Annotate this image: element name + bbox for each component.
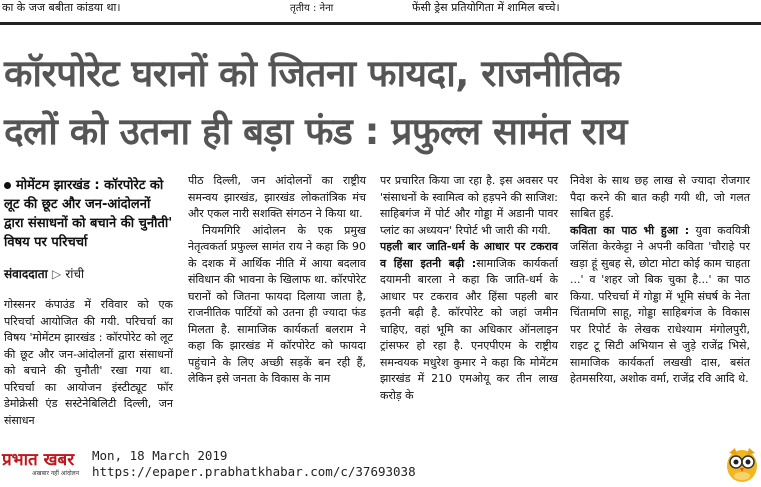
col3-subhead: पहली बार जाति-धर्म के आधार पर टकराव व हिंसा इतनी बढ़ी : bbox=[380, 240, 558, 270]
col1-paragraph: गोस्सनर कंपाउंड में रविवार को एक परिचर्चा आयोजित की गयी. परिचर्चा का विषय 'मोमेंटम झारखंड : कॉरपोरेट को लूट की छूट और जन-आंदोलनों द्वारा संसाधनों को बचाने की चुनौती' रखा गया था. परिचर्चा का आयोजन इंस्टीट्यूट फॉर डेमोक्रेसी एंड सस्टेनेबिलिटी दिल्ली, जन संसाधन bbox=[4, 298, 173, 427]
article-column-3 bbox=[380, 173, 558, 445]
footer-date: Mon, 18 March 2019 bbox=[92, 448, 228, 463]
logo-tagline: अखबार नहीं आंदोलन bbox=[32, 470, 80, 477]
col4-paragraph-1: निवेश के साथ छह लाख से ज्यादा रोजगार पैदा करने की बात कही गयी थी, जो गलत साबित हुई. bbox=[570, 174, 750, 220]
subheading bbox=[4, 176, 174, 252]
col4-paragraph-2: युवा कवयित्री जसिंता केरकेट्टा ने अपनी कविता 'चौराहे पर खड़ा हूं सुबह से, छोटा मोटा कोई काम चाहता ...' व 'शहर जो बिक चुका है...' का पाठ किया. परिचर्चा में गोड्डा में भूमि संघर्ष के नेता चिंतामणि साहू, गोड्डा साहिबगंज के विकास पर रिपोर्ट के लेखक राधेश्याम मंगोलपुरी, राइट टू सिटी अभियान से जुड़े राजेंद्र भिसे, सामाजिक कार्यकर्ता लखखी दास, बसंत हेतमसरिया, अशोक वर्मा, राजेंद्र रवि आदि थे. bbox=[570, 223, 751, 385]
article-column-2 bbox=[188, 173, 366, 445]
col3-paragraph-1: पर प्रचारित किया जा रहा है. इस अवसर पर 'संसाधनों के स्वामित्व को हड़पने की साजिश: साहिबगंज में पोर्ट और गोड्डा में अडानी पावर प्लांट का अध्ययन' रिपोर्ट भी जारी की गयी. bbox=[380, 174, 558, 237]
strip-caption-right: फेंसी ड्रेस प्रतियोगिता में शामिल बच्चे। bbox=[412, 1, 560, 14]
strip-caption-middle: तृतीय : नेना bbox=[290, 3, 334, 14]
strip-caption-left: का के जज बबीता कांडया था। bbox=[2, 1, 121, 14]
footer-meta bbox=[92, 448, 416, 480]
col3-paragraph-2: सामाजिक कार्यकर्ता दयामनी बारला ने कहा कि जाति-धर्म के आधार पर टकराव और हिंसा पहली बार इतनी बढ़ी है. कॉरपोरेट को जहां जमीन चाहिए, वहां भूमि का अधिकार ऑनलाइन ट्रांसफर हो रहा है. एनएपीएम के राष्ट्रीय समन्वयक मधुरेश कुमार ने कहा कि मोमेंटम झारखंड में 210 एमओयू कर तीन लाख करोड़ के bbox=[380, 256, 558, 402]
col2-paragraph-1: पीठ दिल्ली, जन आंदोलनों का राष्ट्रीय समन्वय झारखंड, झारखंड लोकतांत्रिक मंच और एकल नारी सशक्ति संगठन ने किया था. bbox=[188, 174, 366, 220]
subheading-text: मोमेंटम झारखंड : कॉरपोरेट को लूट की छूट और जन-आंदोलनों द्वारा संसाधनों को बचाने की चुनौती' विषय पर परिचर्चा bbox=[4, 178, 173, 250]
previous-story-strip bbox=[0, 0, 761, 18]
bullet-icon bbox=[4, 182, 11, 189]
top-divider bbox=[0, 22, 761, 25]
headline-line-2: दलों को उतना ही बड़ा फंड : प्रफुल्ल सामंत राय bbox=[4, 110, 627, 153]
byline-label: संवाददाता bbox=[4, 267, 48, 281]
headline-line-1: कॉरपोरेट घरानों को जितना फायदा, राजनीतिक bbox=[4, 52, 621, 95]
byline bbox=[4, 265, 84, 282]
footer-url[interactable]: https://epaper.prabhatkhabar.com/c/37693038 bbox=[92, 464, 416, 479]
article-column-4 bbox=[570, 173, 750, 445]
play-arrow-icon: ▷ bbox=[51, 267, 62, 281]
byline-city: रांची bbox=[65, 267, 85, 281]
publisher-logo bbox=[2, 447, 94, 481]
article-column-1 bbox=[4, 297, 173, 445]
logo-wordmark: प्रभात खबर bbox=[2, 450, 75, 470]
col2-paragraph-2: नियमगिरि आंदोलन के एक प्रमुख नेतृत्वकर्ता प्रफुल्ल सामंत राय ने कहा कि 90 के दशक में आर्थिक नीति में आया बदलाव संविधान की भावना के खिलाफ था. कॉरपोरेट घरानों को जितना फायदा दिलाया जाता है, राजनीतिक पार्टियों को उतना ही ज्यादा फंड मिलता है. सामाजिक कार्यकर्ता बलराम ने कहा कि झारखंड में कॉरपोरेट को फायदा पहुंचाने के लिए अच्छी सड़कें बन रही हैं, लेकिन इसे जनता के विकास के नाम bbox=[188, 223, 366, 385]
col4-subhead: कविता का पाठ भी हुआ : bbox=[570, 223, 690, 237]
owl-icon bbox=[724, 445, 760, 483]
